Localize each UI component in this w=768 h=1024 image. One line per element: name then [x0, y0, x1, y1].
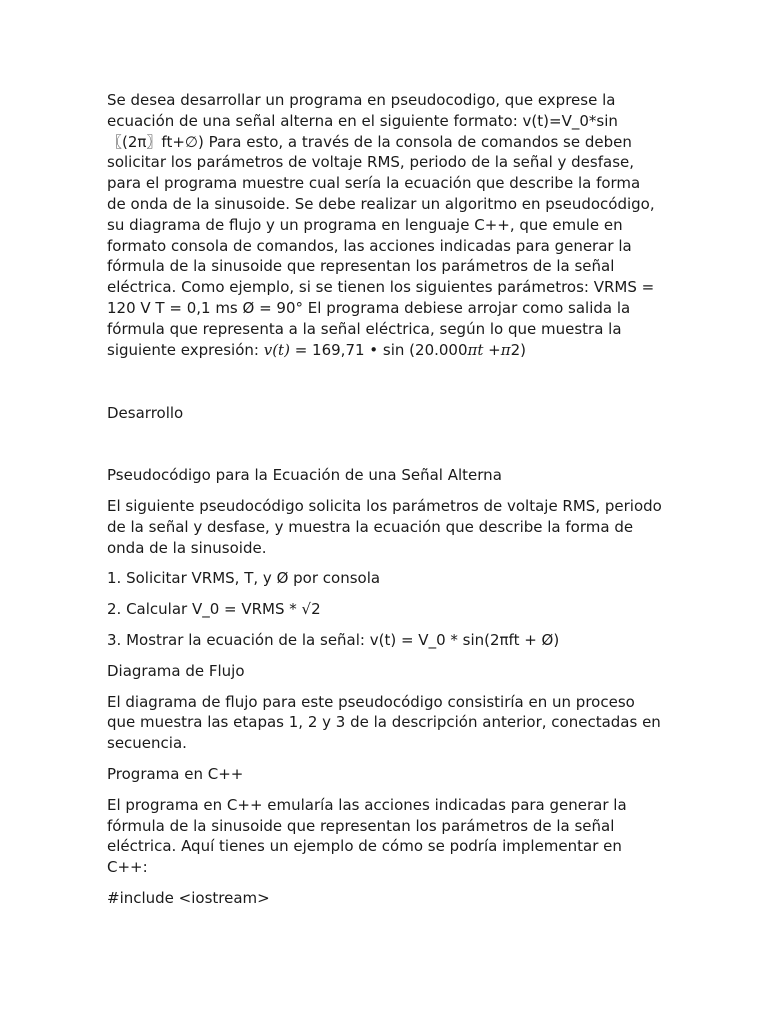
problem-statement — [107, 90, 663, 360]
code-include-line: #include <iostream> — [107, 888, 270, 907]
math-v-of-t: v(t) — [263, 340, 290, 359]
document-page — [107, 90, 663, 909]
heading-programa: Programa en C++ — [107, 764, 244, 783]
math-pi-t: πt — [467, 340, 484, 359]
heading-desarrollo: Desarrollo — [107, 404, 184, 423]
step-1: 1. Solicitar VRMS, T, y Ø por consola — [107, 569, 381, 588]
heading-diagrama: Diagrama de Flujo — [107, 661, 245, 680]
problem-text-plus: + — [483, 340, 501, 359]
problem-text-end: 2) — [510, 340, 527, 359]
step-3: 3. Mostrar la ecuación de la señal: v(t) = V_0 * sin(2πft + Ø) — [107, 630, 560, 649]
math-pi: π — [500, 340, 511, 359]
pseudocode-intro: El siguiente pseudocódigo solicita los parámetros de voltaje RMS, periodo de la señal y desfase, y muestra la ecuación que describe la forma de onda de la sinusoide. — [107, 496, 662, 557]
step-2: 2. Calcular V_0 = VRMS * √2 — [107, 600, 321, 619]
programa-text: El programa en C++ emularía las acciones indicadas para generar la fórmula de la sinusoide que representan los parámetros de la señal eléctrica. Aquí tienes un ejemplo de cómo se podría implementar en C++: — [107, 795, 627, 877]
problem-text: Se desea desarrollar un programa en pseudocodigo, que exprese la ecuación de una señal alterna en el siguiente formato: v(t)=V_0*sin〖(2π〗ft+∅) Para esto, a través de la consola de comandos se deben solicitar los parámetros de voltaje RMS, periodo de la señal y desfase, para el programa muestre cual sería la ecuación que describe la forma de onda de la sinusoide. Se debe realizar un algoritmo en pseudocódigo, su diagrama de flujo y un programa en lenguaje C++, que emule en formato consola de comandos, las acciones indicadas para generar la fórmula de la sinusoide que representan los parámetros de la señal eléctrica. Como ejemplo, si se tienen los siguientes parámetros: VRMS = 120 V T = 0,1 ms Ø = 90° El programa debiese arrojar como salida la fórmula que representa a la señal eléctrica, según lo que muestra la siguiente expresión: — [107, 91, 655, 359]
problem-text-amplitude: = 169,71 • sin (20.000 — [289, 340, 468, 359]
heading-pseudocodigo: Pseudocódigo para la Ecuación de una Señal Alterna — [107, 466, 502, 485]
diagrama-text: El diagrama de flujo para este pseudocódigo consistiría en un proceso que muestra las etapas 1, 2 y 3 de la descripción anterior, conectadas en secuencia. — [107, 692, 661, 753]
